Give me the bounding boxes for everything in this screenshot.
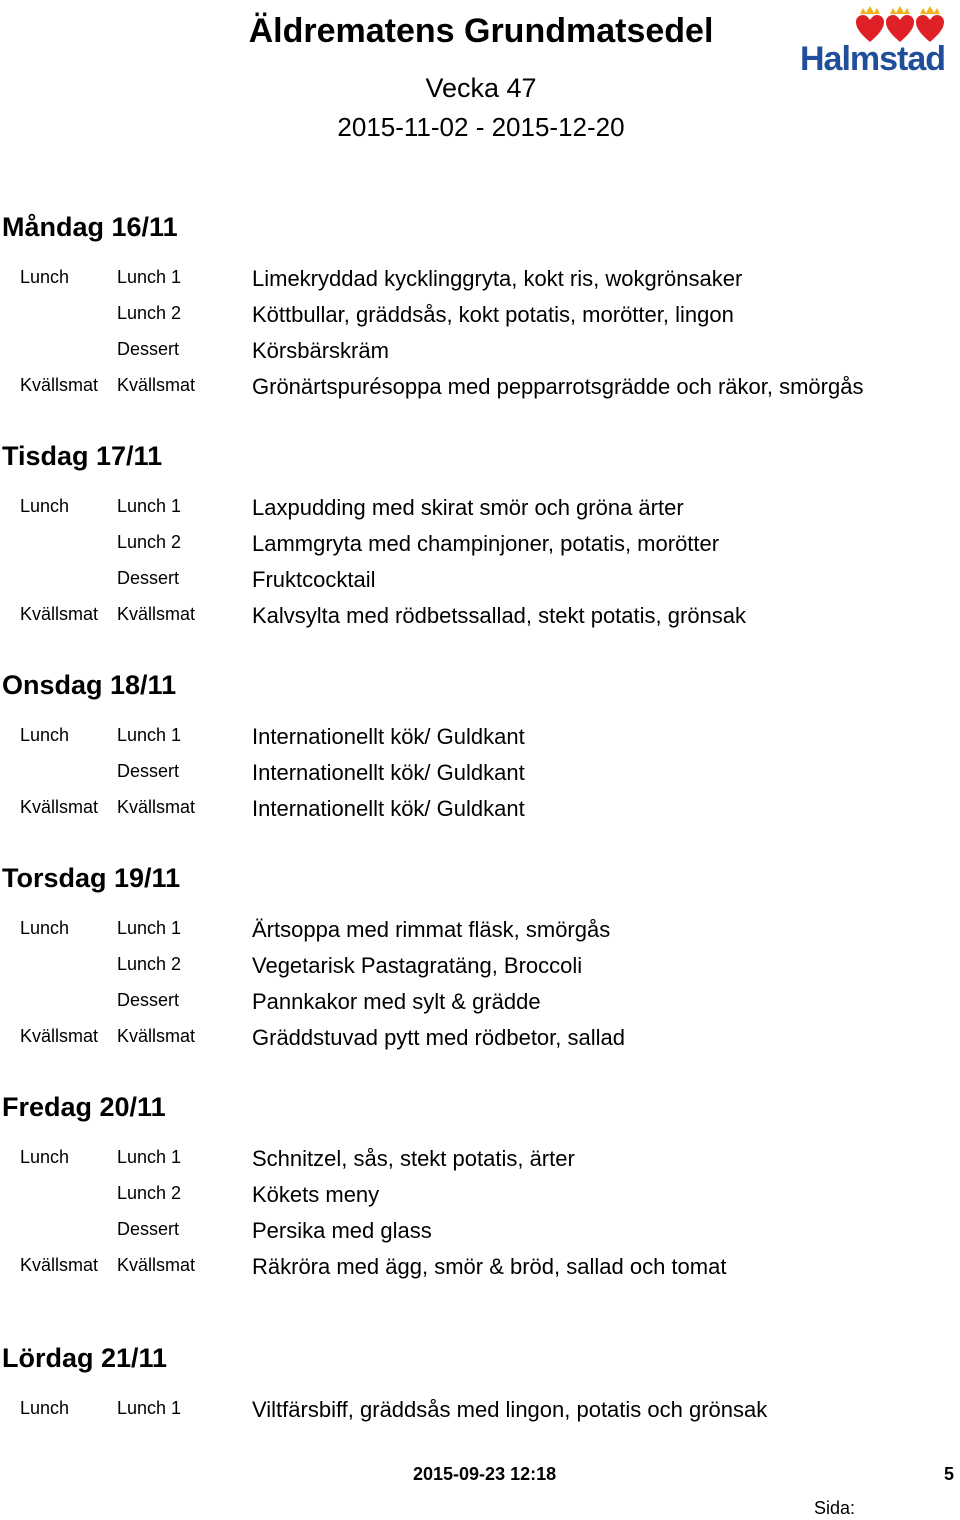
dish-description: Lammgryta med champinjoner, potatis, morötter xyxy=(252,531,720,556)
day-heading: Torsdag 19/11 xyxy=(2,863,181,893)
menu-row xyxy=(0,916,960,948)
meal-category: Lunch xyxy=(20,267,70,287)
meal-type: Lunch 1 xyxy=(117,918,182,938)
footer-datetime: 2015-09-23 12:18 xyxy=(413,1464,557,1484)
meal-category: Lunch xyxy=(20,1147,70,1167)
meal-type: Kvällsmat xyxy=(117,1255,196,1275)
menu-row xyxy=(0,373,960,405)
meal-category: Kvällsmat xyxy=(20,604,99,624)
meal-type: Lunch 2 xyxy=(117,303,182,323)
menu-row xyxy=(0,1217,960,1249)
logo-wordmark: Halmstad xyxy=(800,40,946,78)
meal-category: Lunch xyxy=(20,496,70,516)
menu-row xyxy=(0,530,960,562)
meal-category: Lunch xyxy=(20,1398,70,1418)
meal-type: Dessert xyxy=(117,339,180,359)
meal-type: Kvällsmat xyxy=(117,1026,196,1046)
menu-row xyxy=(0,337,960,369)
meal-category: Kvällsmat xyxy=(20,1026,99,1046)
dish-description: Persika med glass xyxy=(252,1218,432,1243)
menu-row xyxy=(0,265,960,297)
dish-description: Internationellt kök/ Guldkant xyxy=(252,724,525,749)
meal-type: Lunch 1 xyxy=(117,496,182,516)
meal-type: Lunch 1 xyxy=(117,267,182,287)
day-heading: Tisdag 17/11 xyxy=(2,441,163,471)
menu-row xyxy=(0,723,960,755)
meal-type: Kvällsmat xyxy=(117,375,196,395)
meal-type: Dessert xyxy=(117,990,180,1010)
sida-label: Sida: xyxy=(814,1498,856,1518)
menu-row xyxy=(0,1145,960,1177)
meal-category: Kvällsmat xyxy=(20,797,99,817)
dish-description: Gräddstuvad pytt med rödbetor, sallad xyxy=(252,1025,625,1050)
week-label: Vecka 47 xyxy=(425,73,537,103)
dish-description: Schnitzel, sås, stekt potatis, ärter xyxy=(252,1146,575,1171)
meal-type: Kvällsmat xyxy=(117,604,196,624)
menu-row xyxy=(0,1396,960,1428)
menu-row xyxy=(0,1181,960,1213)
meal-type: Lunch 1 xyxy=(117,1398,182,1418)
meal-category: Lunch xyxy=(20,725,70,745)
dish-description: Internationellt kök/ Guldkant xyxy=(252,796,525,821)
page-number: 5 xyxy=(944,1464,955,1484)
dish-description: Vegetarisk Pastagratäng, Broccoli xyxy=(252,953,583,978)
halmstad-logo xyxy=(800,4,960,80)
menu-row xyxy=(0,988,960,1020)
page-title: Äldrematens Grundmatsedel xyxy=(248,12,714,50)
dish-description: Köttbullar, gräddsås, kokt potatis, morötter, lingon xyxy=(252,302,734,327)
meal-type: Lunch 2 xyxy=(117,1183,182,1203)
dish-description: Kökets meny xyxy=(252,1182,380,1207)
meal-type: Lunch 1 xyxy=(117,1147,182,1167)
day-heading: Lördag 21/11 xyxy=(2,1343,168,1373)
dish-description: Viltfärsbiff, gräddsås med lingon, potatis och grönsak xyxy=(252,1397,768,1422)
meal-type: Lunch 2 xyxy=(117,532,182,552)
meal-type: Dessert xyxy=(117,761,180,781)
day-heading: Måndag 16/11 xyxy=(2,212,178,242)
meal-type: Dessert xyxy=(117,568,180,588)
meal-type: Dessert xyxy=(117,1219,180,1239)
dish-description: Ärtsoppa med rimmat fläsk, smörgås xyxy=(252,917,611,942)
dish-description: Internationellt kök/ Guldkant xyxy=(252,760,525,785)
dish-description: Limekryddad kycklinggryta, kokt ris, wokgrönsaker xyxy=(252,266,743,291)
menu-row xyxy=(0,602,960,634)
dish-description: Räkröra med ägg, smör & bröd, sallad och tomat xyxy=(252,1254,727,1279)
menu-row xyxy=(0,494,960,526)
hearts-crown-icon xyxy=(854,4,954,44)
meal-type: Kvällsmat xyxy=(117,797,196,817)
menu-row xyxy=(0,1024,960,1056)
menu-row xyxy=(0,566,960,598)
dish-description: Laxpudding med skirat smör och gröna ärter xyxy=(252,495,684,520)
menu-row xyxy=(0,795,960,827)
dish-description: Pannkakor med sylt & grädde xyxy=(252,989,541,1014)
meal-category: Kvällsmat xyxy=(20,375,99,395)
day-heading: Onsdag 18/11 xyxy=(2,670,177,700)
meal-category: Kvällsmat xyxy=(20,1255,99,1275)
menu-row xyxy=(0,952,960,984)
dish-description: Grönärtspurésoppa med pepparrotsgrädde och räkor, smörgås xyxy=(252,374,864,399)
meal-type: Lunch 2 xyxy=(117,954,182,974)
date-range: 2015-11-02 - 2015-12-20 xyxy=(337,112,625,142)
menu-row xyxy=(0,301,960,333)
day-heading: Fredag 20/11 xyxy=(2,1092,166,1122)
menu-row xyxy=(0,759,960,791)
dish-description: Kalvsylta med rödbetssallad, stekt potatis, grönsak xyxy=(252,603,747,628)
dish-description: Fruktcocktail xyxy=(252,567,376,592)
meal-type: Lunch 1 xyxy=(117,725,182,745)
menu-row xyxy=(0,1253,960,1285)
dish-description: Körsbärskräm xyxy=(252,338,389,363)
meal-category: Lunch xyxy=(20,918,70,938)
